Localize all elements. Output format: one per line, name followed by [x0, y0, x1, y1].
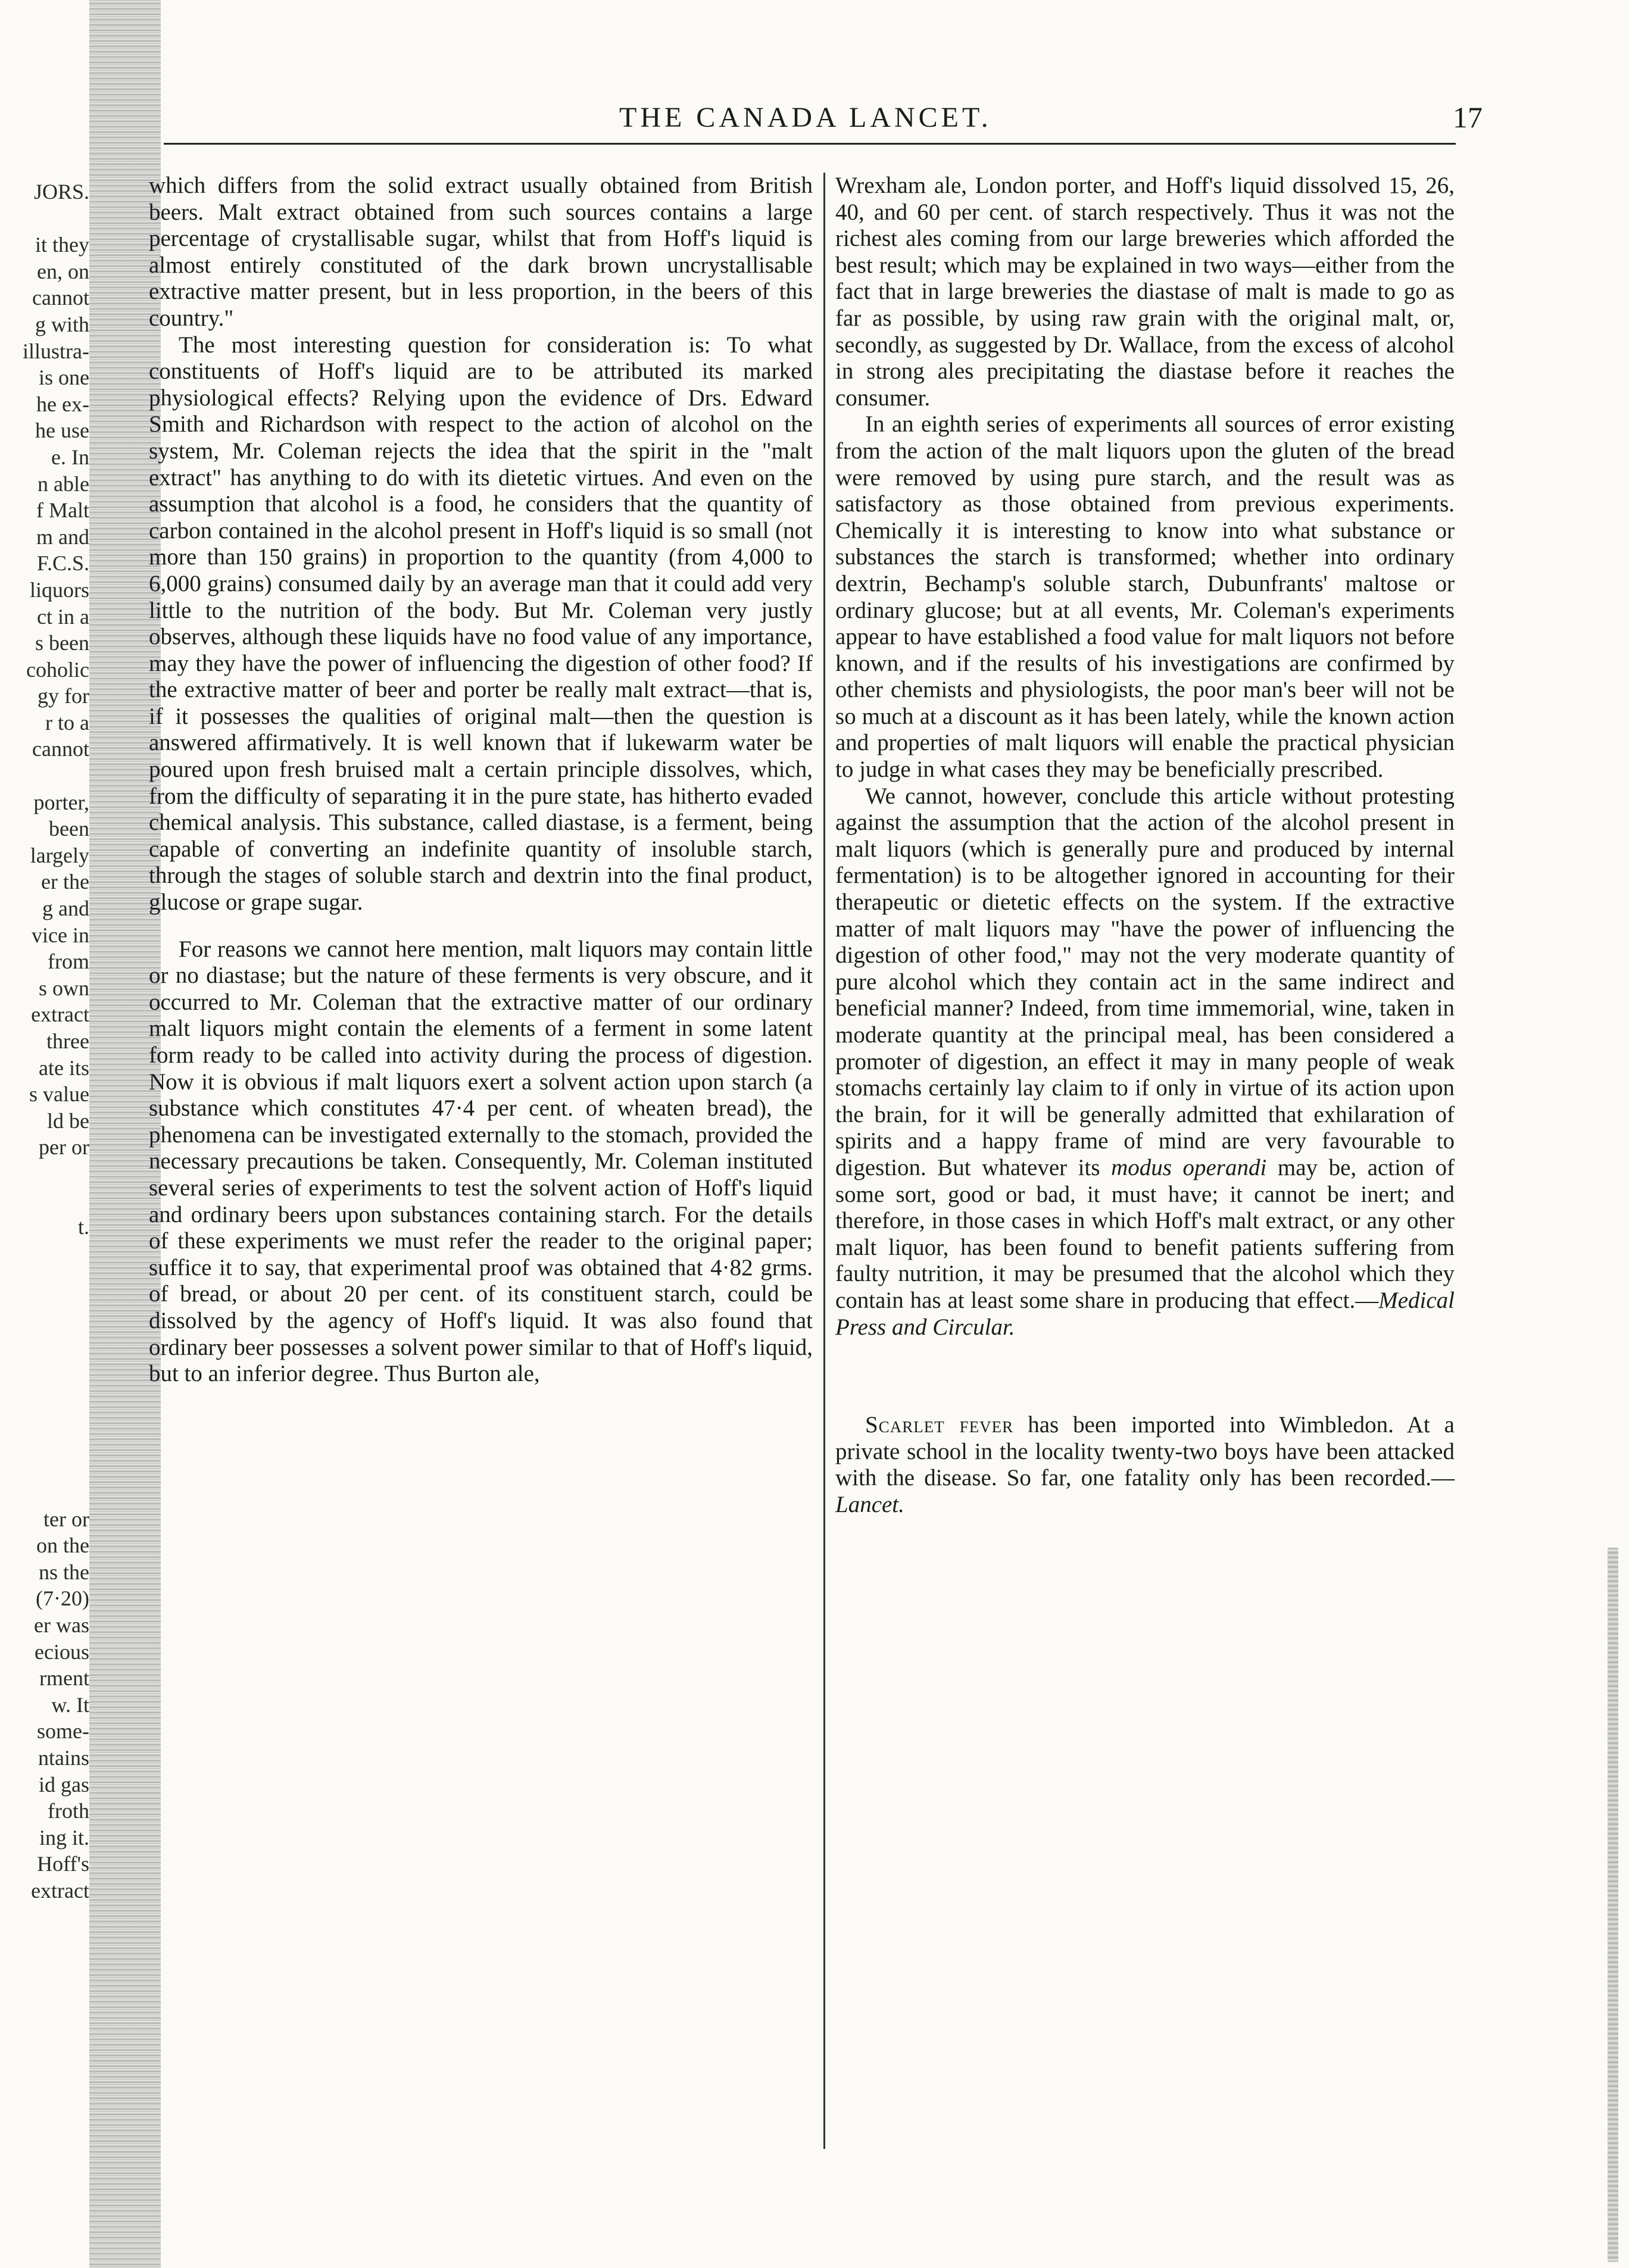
margin-fragment: from: [48, 949, 89, 974]
margin-fragment: [0, 1320, 89, 1347]
margin-fragment: illustra-: [23, 339, 89, 363]
margin-fragment: [0, 1399, 89, 1426]
margin-fragment: [0, 1161, 89, 1188]
margin-fragment: [0, 1294, 89, 1320]
page-edge-shadow: [1608, 1548, 1618, 2262]
margin-fragment: is one: [39, 365, 89, 390]
paragraph: which differs from the solid extract usually obtained from British beers. Malt extract obtained from such sources contains a large percentage of crystallisable sugar, whilst that from Hoff's liquid is almost entirely constituted of the dark brown uncrystallisable extractive matter present, but in less proportion, in the beers of this country.": [149, 173, 813, 331]
margin-fragment: n able: [38, 471, 89, 496]
source-citation: Medical Press and Circular.: [835, 1287, 1455, 1340]
margin-fragment: he use: [35, 418, 89, 443]
column-right: [835, 173, 1455, 1519]
margin-fragment: he ex-: [36, 392, 89, 416]
adjacent-page-fragments: [0, 179, 89, 1903]
margin-fragment: froth: [48, 1799, 89, 1823]
margin-fragment: Hoff's: [37, 1852, 89, 1876]
margin-fragment: m and: [36, 524, 89, 549]
margin-fragment: id gas: [39, 1772, 89, 1797]
latin-phrase: modus operandi: [1111, 1154, 1267, 1180]
running-title: THE CANADA LANCET.: [619, 102, 992, 133]
paragraph: The most interesting question for consideration is: To what constituents of Hoff's liquid are to be attributed its marked physiological effects? Relying upon the evidence of Drs. Edward Smith and Richardson with respect to the action of alcohol on the system, Mr. Coleman rejects the idea that the spirit in the "malt extract" has anything to do with its dietetic virtues. And even on the assumption that alcohol is a food, he considers that the quantity of carbon contained in the alcohol present in Hoff's liquid is so small (not more than 150 grains) in proportion to the quantity (from 4,000 to 6,000 grains) consumed daily by an average man that it could add very little to the nutrition of the body. But Mr. Coleman very justly observes, although these liquids have no food value of any importance, may they have the power of influencing the digestion of other food? If the extractive matter of beer and porter be really malt extract—that is, if it possesses the qualities of original malt—then the question is answered affirmatively. It is well known that if lukewarm water be poured upon fresh bruised malt a certain principle dissolves, which, from the difficulty of separating it in the pure state, has hitherto evaded chemical analysis. This substance, called diastase, is a ferment, being capable of converting an indefinite quantity of insoluble starch, through the stages of soluble starch and dextrin into the final product, glucose or grape sugar.: [149, 332, 813, 916]
margin-fragment: g with: [35, 312, 89, 336]
source-citation: Lancet.: [835, 1491, 904, 1517]
margin-fragment: er the: [41, 870, 89, 894]
margin-fragment: rment: [39, 1666, 89, 1691]
margin-fragment: [0, 1453, 89, 1480]
margin-fragment: JORS.: [33, 180, 89, 204]
margin-fragment: e. In: [51, 445, 89, 469]
margin-fragment: f Malt: [36, 498, 89, 523]
column-left: [149, 173, 813, 1388]
margin-fragment: liquors: [29, 577, 89, 602]
margin-fragment: g and: [42, 896, 89, 921]
margin-fragment: ter or: [43, 1507, 89, 1531]
margin-fragment: [0, 1267, 89, 1294]
column-divider: [823, 173, 825, 2149]
margin-fragment: gy for: [38, 684, 89, 708]
news-item: [835, 1412, 1455, 1518]
margin-fragment: (7·20): [36, 1586, 89, 1611]
header-rule: [164, 143, 1456, 145]
margin-fragment: [0, 1188, 89, 1214]
margin-fragment: [0, 1241, 89, 1267]
paragraph: In an eighth series of experiments all sources of error existing from the action of the malt liquors upon the gluten of the bread were removed by using pure starch, and the result was as satisfactory as those obtained from previous experiments. Chemically it is interesting to know into what substance or substances the starch is transformed; whether into ordinary dextrin, Bechamp's soluble starch, Dubunfrants' maltose or ordinary glucose; but at all events, Mr. Coleman's experiments appear to have established a food value for malt liquors not before known, and if the results of his investigations are confirmed by other chemists and physiologists, the poor man's beer will not be so much at a discount as it has been lately, while the known action and properties of malt liquors will enable the practical physician to judge in what cases they may be beneficially prescribed.: [835, 411, 1455, 783]
margin-fragment: coholic: [26, 657, 89, 682]
margin-fragment: F.C.S.: [36, 551, 89, 576]
paragraph: Wrexham ale, London porter, and Hoff's liquid dissolved 15, 26, 40, and 60 per cent. of starch respectively. Thus it was not the richest ales coming from our large breweries which afforded the best result; which may be explained in two ways—either from the fact that in large breweries the diastase of malt is made to go as far as possible, by using raw grain with the original malt, or, secondly, as suggested by Dr. Wallace, from the excess of alcohol in strong ales precipitating the diastase before it reaches the consumer.: [835, 173, 1455, 411]
news-lead: Scarlet fever: [865, 1412, 1014, 1438]
margin-fragment: [0, 1426, 89, 1453]
margin-fragment: some-: [37, 1719, 89, 1744]
margin-fragment: [0, 1479, 89, 1506]
margin-fragment: s value: [29, 1082, 89, 1107]
margin-fragment: [0, 205, 89, 232]
margin-fragment: extract: [31, 1002, 89, 1027]
paragraph-text: may be, action of some sort, good or bad, it must have; it cannot be inert; and therefore, in those cases in which Hoff's malt extract, or any other malt liquor, has been found to benefit patients suffering from faulty nutrition, it may be presumed that the alcohol which they contain has at least some share in producing that effect.—: [835, 1154, 1455, 1313]
margin-fragment: cannot: [32, 737, 89, 761]
paragraph: For reasons we cannot here mention, malt liquors may contain little or no diastase; but the nature of these ferments is very obscure, and it occurred to Mr. Coleman that the extractive matter of our ordinary malt liquors might contain the elements of a ferment in some latent form ready to be called into activity during the process of digestion. Now it is obvious if malt liquors exert a solvent action upon starch (a substance which constitutes 47·4 per cent. of wheaten bread), the phenomena can be investigated externally to the stomach, provided the necessary precautions be taken. Consequently, Mr. Coleman instituted several series of experiments to test the solvent action of Hoff's liquid and ordinary beers upon substances containing starch. For the details of these experiments we must refer the reader to the original paper; suffice it to say, that experimental proof was obtained that 4·82 grms. of bread, or about 20 per cent. of its constituent starch, could be dissolved by the agency of Hoff's liquid. It was also found that ordinary beer possesses a solvent power similar to that of Hoff's liquid, but to an inferior degree. Thus Burton ale,: [149, 936, 813, 1387]
margin-fragment: ing it.: [39, 1825, 89, 1850]
margin-fragment: on the: [36, 1533, 89, 1558]
margin-fragment: extract: [31, 1879, 89, 1903]
margin-fragment: t.: [77, 1215, 89, 1239]
margin-fragment: ns the: [39, 1560, 89, 1584]
margin-fragment: vice in: [32, 923, 89, 947]
margin-fragment: ate its: [39, 1055, 89, 1080]
margin-fragment: er was: [34, 1613, 89, 1638]
page-number: 17: [1453, 101, 1483, 134]
margin-fragment: been: [49, 817, 89, 841]
margin-fragment: [0, 1347, 89, 1373]
margin-fragment: s own: [38, 976, 89, 1000]
margin-fragment: per or: [39, 1135, 89, 1160]
margin-fragment: [0, 763, 89, 789]
margin-fragment: three: [46, 1029, 89, 1053]
margin-fragment: porter,: [33, 790, 89, 814]
margin-fragment: ntains: [38, 1746, 89, 1770]
margin-fragment: w. It: [51, 1692, 89, 1717]
margin-fragment: largely: [30, 843, 89, 867]
paragraph-text: We cannot, however, conclude this article without protesting against the assumption that the action of the alcohol present in malt liquors (which is generally pure and produced by internal fermentation) is to be altogether ignored in accounting for their therapeutic or dietetic effects on the system. If the extractive matter of malt liquors may "have the power of influencing the digestion of other food," may not the very moderate quantity of pure alcohol which they contain act in the same indirect and beneficial manner? Indeed, from time immemorial, wine, taken in moderate quantity at the principal meal, has been considered a promoter of digestion, an effect it may in many people of weak stomachs certainly lay claim to if only in virtue of its action upon the brain, for it will be generally admitted that exhilaration of spirits and a happy frame of mind are very favourable to digestion. But whatever its: [835, 783, 1455, 1180]
margin-fragment: r to a: [45, 710, 89, 735]
paragraph: [835, 783, 1455, 1341]
margin-fragment: en, on: [37, 259, 89, 283]
margin-fragment: s been: [35, 631, 89, 655]
margin-fragment: ld be: [47, 1108, 89, 1133]
margin-fragment: cannot: [32, 286, 89, 310]
margin-fragment: it they: [35, 233, 89, 257]
margin-fragment: [0, 1373, 89, 1400]
margin-fragment: ct in a: [37, 604, 89, 629]
paragraph-text: has been imported into Wimbledon. At a private school in the locality twenty-two boys have been attacked with the disease. So far, one fatality only has been recorded.—: [835, 1412, 1455, 1491]
margin-fragment: ecious: [35, 1639, 89, 1664]
